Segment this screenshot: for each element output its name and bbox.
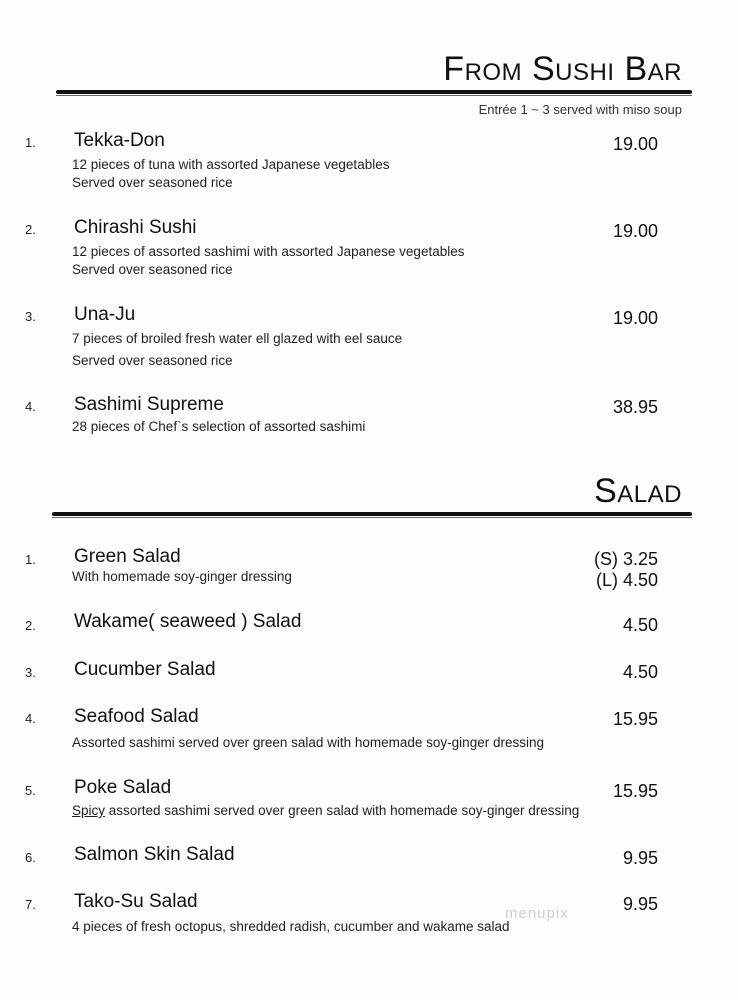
item-price-large: (L) 4.50 [595, 570, 658, 590]
item-number: 2. [25, 222, 36, 237]
item-price: 19.00 [612, 308, 658, 328]
item-number: 1. [25, 135, 36, 150]
item-description-line2: Served over seasoned rice [72, 262, 233, 277]
item-name: Tekka-Don [74, 130, 165, 151]
item-description [72, 803, 579, 818]
item-number: 1. [25, 552, 36, 567]
item-name: Seafood Salad [74, 706, 199, 727]
item-price: 4.50 [622, 662, 658, 682]
item-number: 3. [25, 309, 36, 324]
item-name: Green Salad [74, 546, 181, 567]
item-description: Assorted sashimi served over green salad with homemade soy-ginger dressing [72, 735, 544, 750]
item-price: 19.00 [612, 221, 658, 241]
item-description: 12 pieces of tuna with assorted Japanese vegetables [72, 157, 390, 172]
section-note: Entrée 1 ~ 3 served with miso soup [478, 102, 682, 117]
item-name: Salmon Skin Salad [74, 844, 235, 865]
item-description-text: assorted sashimi served over green salad with homemade soy-ginger dressing [105, 803, 580, 818]
watermark: menupix [505, 905, 569, 922]
item-price: 15.95 [612, 781, 658, 801]
section-title-sushi-bar: From Sushi Bar [443, 50, 682, 88]
item-description: 12 pieces of assorted sashimi with assorted Japanese vegetables [72, 244, 465, 259]
item-name: Cucumber Salad [74, 659, 216, 680]
item-number: 4. [25, 711, 36, 726]
item-price: 15.95 [612, 709, 658, 729]
item-description-line2: Served over seasoned rice [72, 353, 233, 368]
item-price: 4.50 [622, 615, 658, 635]
item-price: 38.95 [612, 397, 658, 417]
section-title-salad: Salad [594, 472, 682, 510]
item-description: 4 pieces of fresh octopus, shredded radish, cucumber and wakame salad [72, 919, 510, 934]
section-divider [56, 90, 692, 94]
item-number: 7. [25, 897, 36, 912]
item-name: Chirashi Sushi [74, 217, 197, 238]
item-name: Wakame( seaweed ) Salad [74, 611, 302, 632]
item-price: 9.95 [622, 848, 658, 868]
spicy-emphasis: Spicy [72, 803, 106, 818]
item-number: 3. [25, 665, 36, 680]
item-description: 28 pieces of Chef`s selection of assorted sashimi [72, 419, 366, 434]
item-price: 19.00 [612, 134, 658, 154]
item-name: Una-Ju [74, 304, 136, 325]
item-number: 2. [25, 618, 36, 633]
item-number: 6. [25, 850, 36, 865]
item-description: With homemade soy-ginger dressing [72, 569, 292, 584]
item-name: Sashimi Supreme [74, 394, 224, 415]
item-name: Poke Salad [74, 777, 172, 798]
item-name: Tako-Su Salad [74, 891, 198, 912]
item-description-line2: Served over seasoned rice [72, 175, 233, 190]
item-price: 9.95 [622, 894, 658, 914]
item-number: 4. [25, 399, 36, 414]
item-price-small: (S) 3.25 [593, 549, 658, 569]
section-divider [52, 512, 692, 516]
item-description: 7 pieces of broiled fresh water ell glazed with eel sauce [72, 331, 403, 346]
item-number: 5. [25, 783, 36, 798]
